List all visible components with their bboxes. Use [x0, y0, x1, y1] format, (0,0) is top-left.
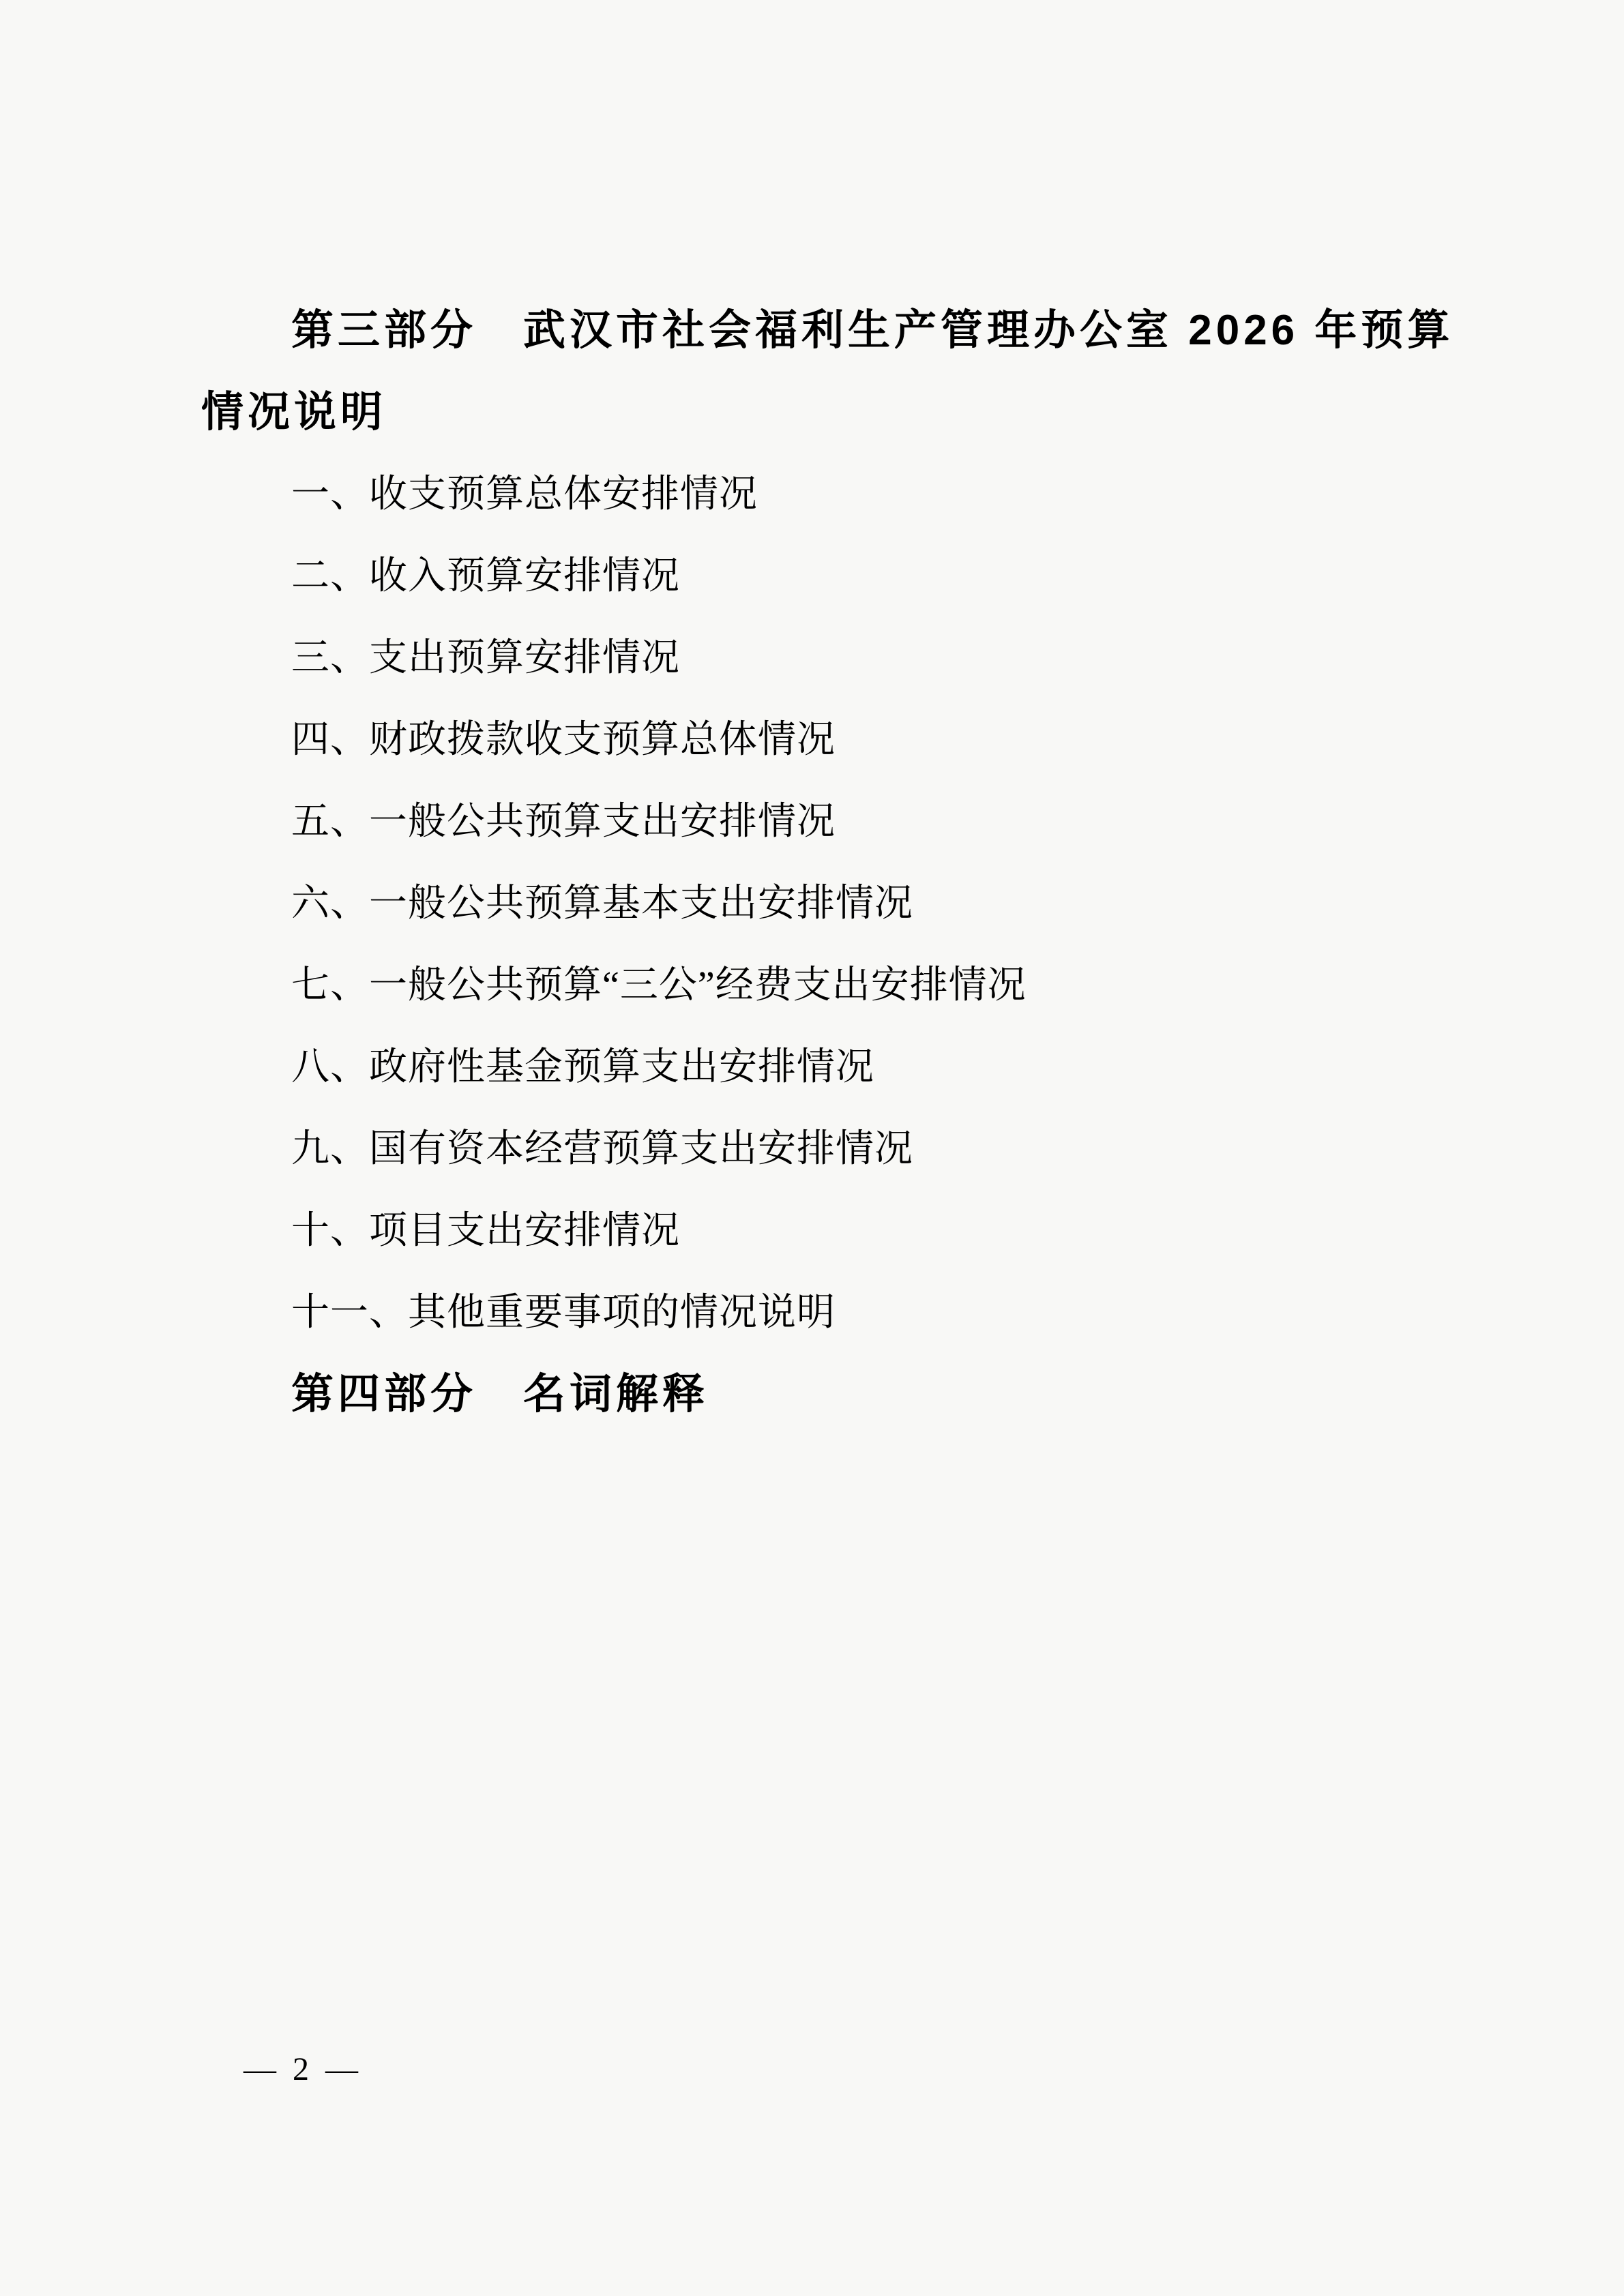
toc-item: 三、支出预算安排情况: [291, 637, 680, 679]
toc-item: 十、项目支出安排情况: [291, 1210, 680, 1252]
toc-item: 一、收支预算总体安排情况: [291, 473, 758, 516]
document-body: [201, 290, 1454, 1435]
toc-item: 六、一般公共预算基本支出安排情况: [291, 882, 913, 925]
toc-item: 四、财政拨款收支预算总体情况: [291, 719, 836, 761]
toc-item: 八、政府性基金预算支出安排情况: [291, 1046, 874, 1088]
section-4-heading: 第四部分 名词解释: [291, 1371, 709, 1418]
section-3-heading-line-2: 情况说明: [201, 389, 387, 436]
toc-item: 七、一般公共预算“三公”经费支出安排情况: [291, 964, 1027, 1007]
toc-item: 十一、其他重要事项的情况说明: [291, 1292, 836, 1334]
toc-item: 九、国有资本经营预算支出安排情况: [291, 1128, 913, 1170]
toc-item: 二、收入预算安排情况: [291, 555, 680, 597]
toc-item: 五、一般公共预算支出安排情况: [291, 801, 836, 843]
toc-list: [201, 453, 1419, 1354]
page-number: — 2 —: [243, 2051, 362, 2087]
section-3-heading-line-1: 第三部分 武汉市社会福利生产管理办公室 2026 年预算: [291, 307, 1454, 354]
